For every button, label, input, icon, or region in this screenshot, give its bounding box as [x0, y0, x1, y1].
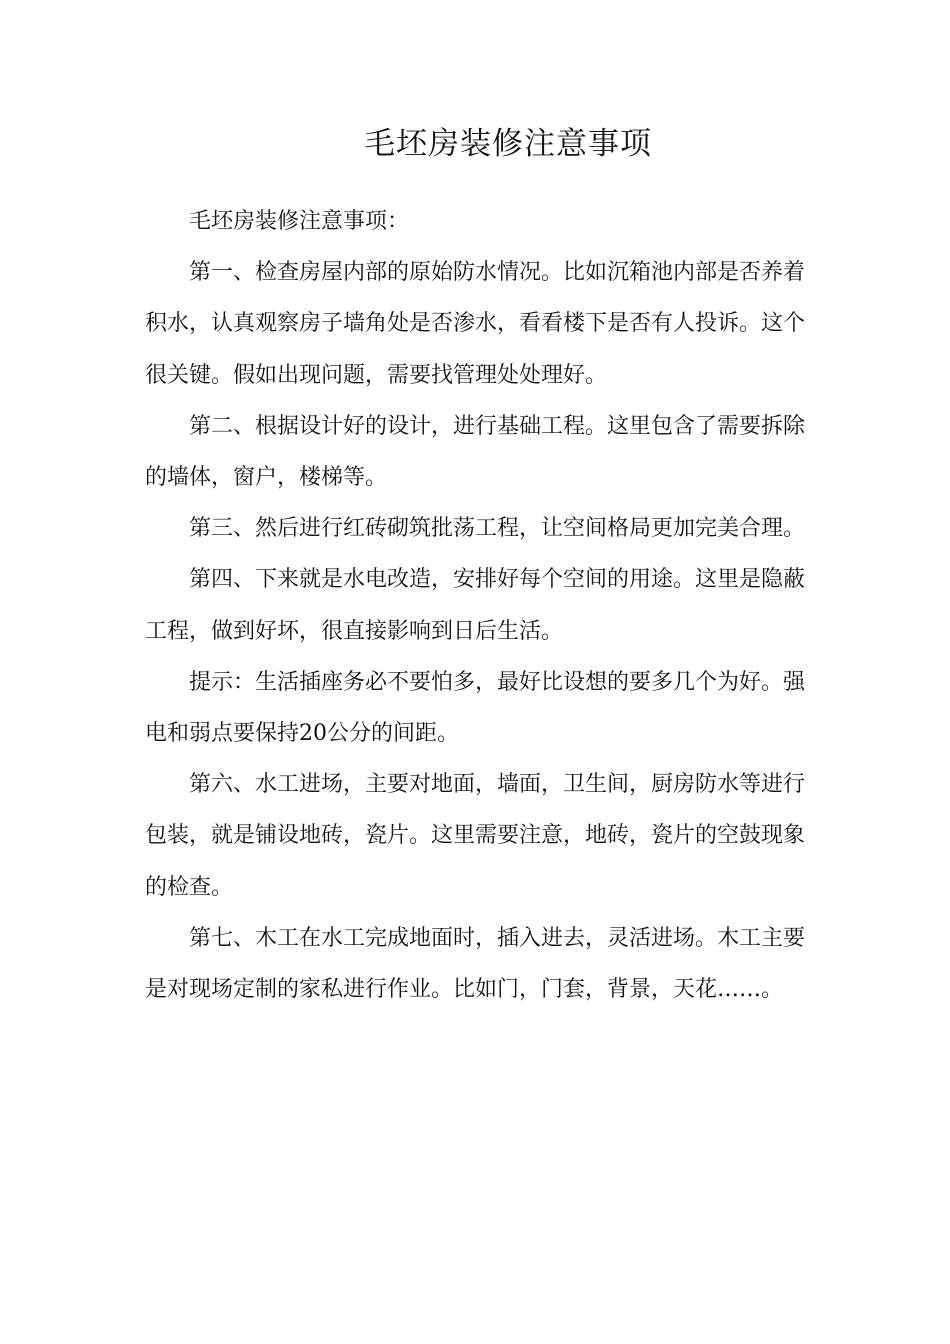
paragraph-tip: 提示：生活插座务必不要怕多，最好比设想的要多几个为好。强电和弱点要保持20公分的间距。	[145, 669, 806, 747]
paragraph-step-7: 第七、木工在水工完成地面时，插入进去，灵活进场。木工主要是对现场定制的家私进行作业。比如门，门套，背景，天花……。	[145, 925, 806, 1003]
paragraph-step-1: 第一、检查房屋内部的原始防水情况。比如沉箱池内部是否养着积水，认真观察房子墙角处是否渗水，看看楼下是否有人投诉。这个很关键。假如出现问题，需要找管理处处理好。	[145, 260, 806, 388]
paragraph-step-6: 第六、水工进场，主要对地面，墙面，卫生间，厨房防水等进行包装，就是铺设地砖，瓷片。这里需要注意，地砖，瓷片的空鼓现象的检查。	[145, 772, 806, 900]
document-title: 毛坯房装修注意事项	[364, 126, 652, 162]
document-body	[145, 196, 805, 1015]
paragraph-step-4: 第四、下来就是水电改造，安排好每个空间的用途。这里是隐蔽工程，做到好坏，很直接影响到日后生活。	[145, 567, 806, 644]
paragraph-intro: 毛坯房装修注意事项：	[189, 209, 410, 234]
paragraph-step-3: 第三、然后进行红砖砌筑批荡工程，让空间格局更加完美合理。	[189, 516, 806, 542]
paragraph-step-2: 第二、根据设计好的设计，进行基础工程。这里包含了需要拆除的墙体，窗户，楼梯等。	[145, 413, 806, 491]
